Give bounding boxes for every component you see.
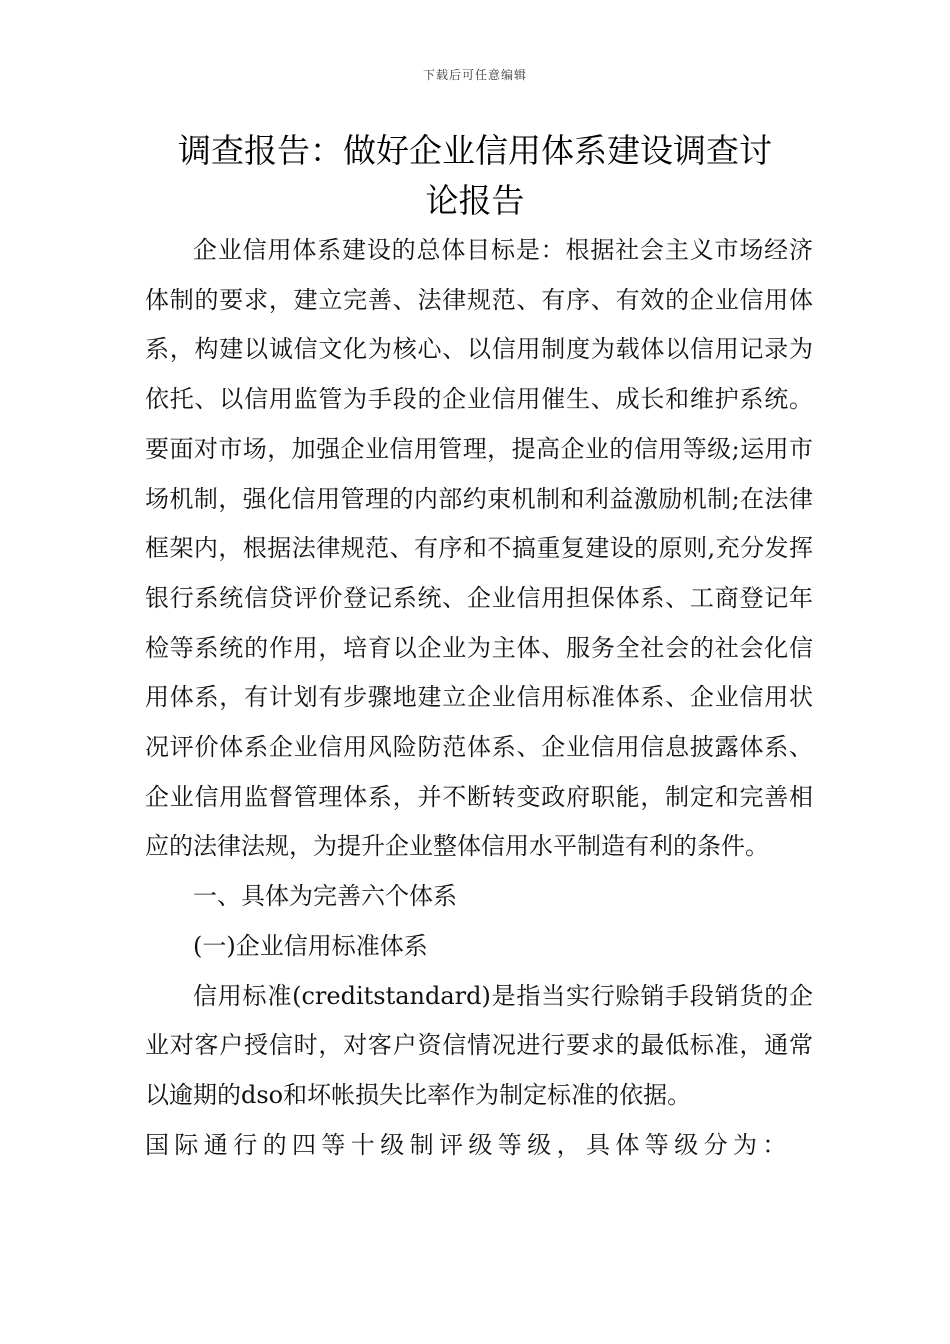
document-body xyxy=(145,226,813,1170)
paragraph-overall-goal: 企业信用体系建设的总体目标是：根据社会主义市场经济体制的要求，建立完善、法律规范、有序、有效的企业信用体系，构建以诚信文化为核心、以信用制度为载体以信用记录为依托、以信用监管为手段的企业信用催生、成长和维护系统。要面对市场，加强企业信用管理，提高企业的信用等级;运用市场机制，强化信用管理的内部约束机制和利益激励机制;在法律框架内，根据法律规范、有序和不搞重复建设的原则,充分发挥银行系统信贷评价登记系统、企业信用担保体系、工商登记年检等系统的作用，培育以企业为主体、服务全社会的社会化信用体系，有计划有步骤地建立企业信用标准体系、企业信用状况评价体系企业信用风险防范体系、企业信用信息披露体系、企业信用监督管理体系，并不断转变政府职能，制定和完善相应的法律法规，为提升企业整体信用水平制造有利的条件。 xyxy=(145,236,813,861)
subsection-heading-credit-standard: (一)企业信用标准体系 xyxy=(193,931,428,960)
paragraph-rating-levels: 国际通行的四等十级制评级等级，具体等级分为： xyxy=(145,1130,792,1159)
title-line-2: 论报告 xyxy=(425,181,525,220)
title-line-1: 调查报告：做好企业信用体系建设调查讨 xyxy=(178,131,772,170)
section-heading-six-systems: 一、具体为完善六个体系 xyxy=(193,882,457,911)
document-title xyxy=(145,126,805,226)
paragraph-credit-standard: 信用标准(creditstandard)是指当实行赊销手段销货的企业对客户授信时，对客户资信情况进行要求的最低标准，通常以逾期的dso和坏帐损失比率作为制定标准的依据。 xyxy=(145,981,813,1109)
header-note: 下载后可任意编辑 xyxy=(422,68,527,82)
